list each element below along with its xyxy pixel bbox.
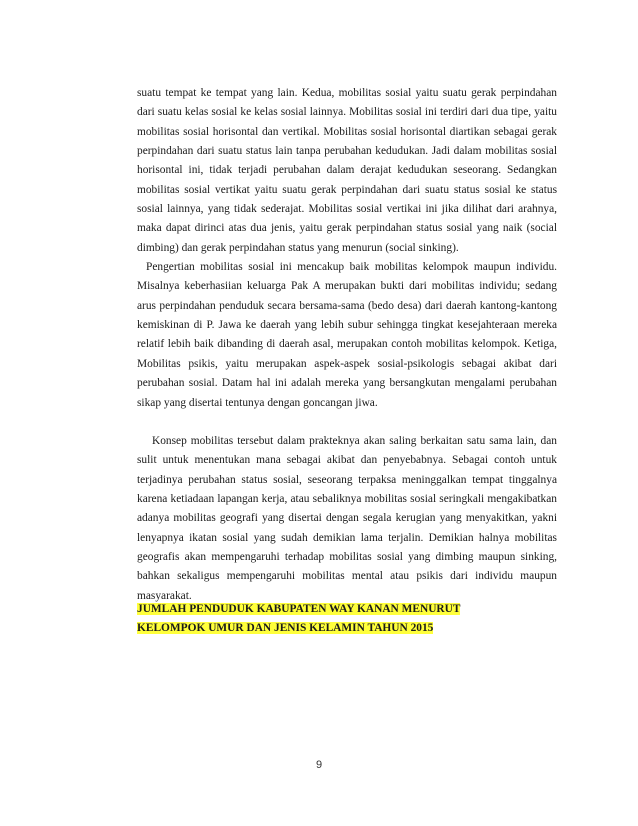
table-heading-line-1: JUMLAH PENDUDUK KABUPATEN WAY KANAN MENURUT — [137, 603, 461, 615]
table-heading-line-2: KELOMPOK UMUR DAN JENIS KELAMIN TAHUN 2015 — [137, 622, 434, 634]
paragraph-social-mobility: suatu tempat ke tempat yang lain. Kedua, mobilitas sosial yaitu suatu gerak perpindahan dari suatu kelas sosial ke kelas sosial lainnya. Mobilitas sosial ini terdiri dari dua tipe, yaitu mobilitas sosial horisontal dan vertikal. Mobilitas sosial horisontal diartikan sebagai gerak perpindahan dari suatu status lain tanpa perubahan kedudukan. Jadi dalam mobilitas sosial horisontal ini, tidak terjadi perubahan dalam derajat kedudukan seseorang. Sedangkan mobilitas sosial vertikat yaitu suatu gerak perpindahan dari suatu status sosial ke status sosial lainnya, yang tidak sederajat. Mobilitas sosial vertikai ini jika dilihat dari arahnya, maka dapat dirinci atas dua jenis, yaitu gerak perpindahan status sosial yang naik (social dimbing) dan gerak perpindahan status yang menurun (social sinking). — [137, 87, 557, 254]
page-number: 9 — [315, 759, 323, 771]
paragraph-mobility-scope: Pengertian mobilitas sosial ini mencakup baik mobilitas kelompok maupun individu. Misalnya keberhasiian keluarga Pak A merupakan bukti dari mobilitas individu; sedang arus perpindahan penduduk secara bersama-sama (bedo desa) dari daerah kantong-kantong kemiskinan di P. Jawa ke daerah yang lebih subur sehingga tingkat kesejahteraan mereka relatif lebih baik dibanding di daerah asal, merupakan contoh mobilitas kelompok. Ketiga, Mobilitas psikis, yaitu merupakan aspek-aspek sosial-psikologis sebagai akibat dari perubahan sosial. Datam hal ini adalah mereka yang bersangkutan mengalami perubahan sikap yang disertai tentunya dengan goncangan jiwa. — [137, 261, 557, 409]
table-heading — [137, 600, 557, 638]
body-text — [137, 84, 557, 606]
paragraph-mobility-concept: Konsep mobilitas tersebut dalam prakteknya akan saling berkaitan satu sama lain, dan sulit untuk menentukan mana sebagai akibat dan penyebabnya. Sebagai contoh untuk terjadinya perubahan status sosial, seseorang terpaksa meninggalkan tempat tinggalnya karena ketiadaan lapangan kerja, atau sebaliknya mobilitas sosial seringkali mengakibatkan adanya mobilitas geografi yang disertai dengan segala kerugian yang menyakitkan, yakni lenyapnya ikatan sosial yang sudah demikian lama terjalin. Demikian halnya mobilitas geografis akan mempengaruhi terhadap mobilitas sosial yang dimbing maupun sinking, bahkan sekaligus mempengaruhi mobilitas mental atau psikis dari individu maupun masyarakat. — [137, 434, 557, 602]
